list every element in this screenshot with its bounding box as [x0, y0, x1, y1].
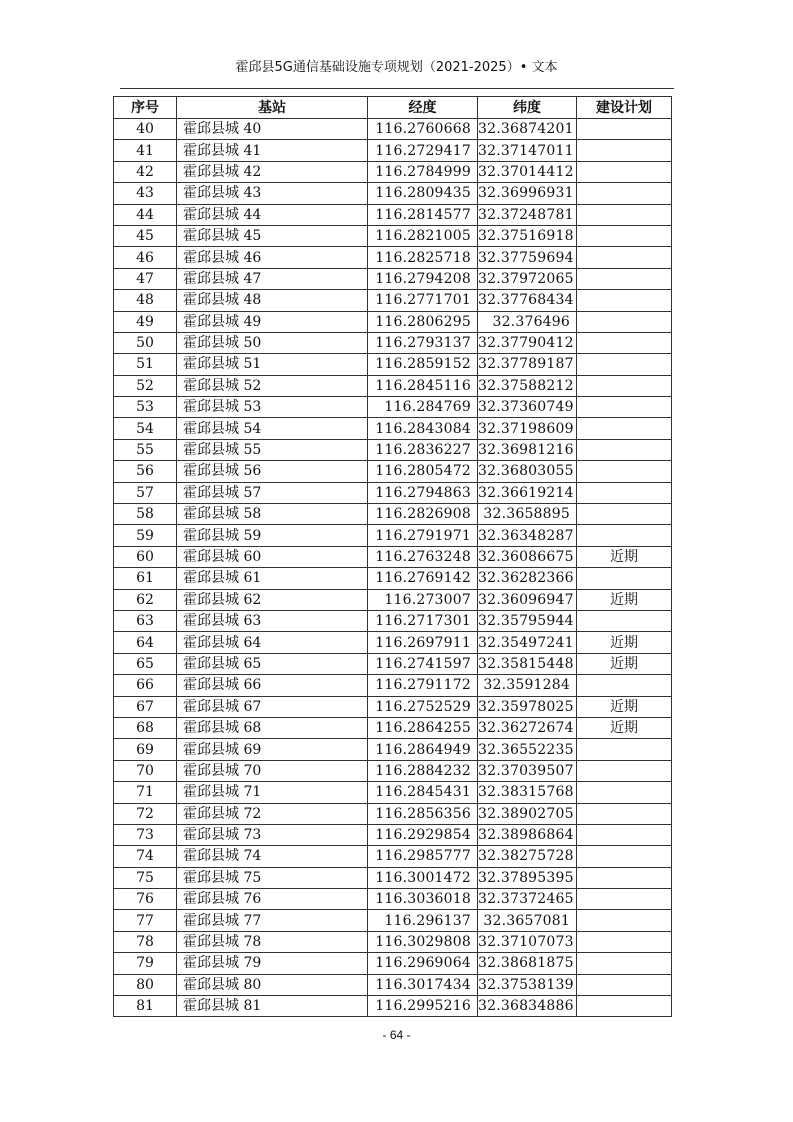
cell-latitude: 32.35795944 [478, 610, 577, 631]
cell-station: 霍邱县城 62 [177, 589, 368, 610]
cell-longitude: 116.2859152 [368, 354, 478, 375]
cell-index: 44 [114, 204, 177, 225]
cell-station: 霍邱县城 73 [177, 824, 368, 845]
cell-plan [577, 953, 672, 974]
cell-station: 霍邱县城 59 [177, 525, 368, 546]
cell-latitude: 32.38315768 [478, 782, 577, 803]
cell-latitude: 32.36996931 [478, 183, 577, 204]
cell-index: 58 [114, 504, 177, 525]
cell-index: 81 [114, 996, 177, 1017]
cell-index: 40 [114, 119, 177, 140]
cell-plan [577, 760, 672, 781]
cell-latitude: 32.38902705 [478, 803, 577, 824]
cell-plan: 近期 [577, 717, 672, 738]
cell-station: 霍邱县城 40 [177, 119, 368, 140]
cell-station: 霍邱县城 74 [177, 846, 368, 867]
cell-station: 霍邱县城 48 [177, 290, 368, 311]
cell-longitude: 116.2825718 [368, 247, 478, 268]
cell-plan [577, 290, 672, 311]
cell-longitude: 116.2784999 [368, 161, 478, 182]
cell-latitude: 32.37248781 [478, 204, 577, 225]
cell-plan [577, 996, 672, 1017]
cell-station: 霍邱县城 69 [177, 739, 368, 760]
cell-latitude: 32.376496 [478, 311, 577, 332]
cell-plan [577, 354, 672, 375]
cell-plan [577, 504, 672, 525]
cell-latitude: 32.37039507 [478, 760, 577, 781]
cell-index: 52 [114, 375, 177, 396]
cell-plan [577, 268, 672, 289]
cell-latitude: 32.36086675 [478, 546, 577, 567]
cell-index: 51 [114, 354, 177, 375]
cell-station: 霍邱县城 70 [177, 760, 368, 781]
cell-longitude: 116.2843084 [368, 418, 478, 439]
cell-longitude: 116.2771701 [368, 290, 478, 311]
cell-latitude: 32.36282366 [478, 568, 577, 589]
cell-station: 霍邱县城 79 [177, 953, 368, 974]
cell-plan [577, 610, 672, 631]
cell-longitude: 116.284769 [368, 397, 478, 418]
cell-index: 41 [114, 140, 177, 161]
cell-longitude: 116.2814577 [368, 204, 478, 225]
cell-index: 67 [114, 696, 177, 717]
column-header-latitude: 纬度 [478, 97, 577, 119]
cell-longitude: 116.2845116 [368, 375, 478, 396]
cell-latitude: 32.37372465 [478, 889, 577, 910]
cell-index: 61 [114, 568, 177, 589]
cell-plan [577, 782, 672, 803]
cell-index: 72 [114, 803, 177, 824]
cell-station: 霍邱县城 53 [177, 397, 368, 418]
cell-plan [577, 974, 672, 995]
cell-plan [577, 739, 672, 760]
table-row [114, 268, 672, 289]
cell-station: 霍邱县城 55 [177, 439, 368, 460]
cell-index: 48 [114, 290, 177, 311]
table-row [114, 953, 672, 974]
cell-index: 65 [114, 653, 177, 674]
cell-longitude: 116.2826908 [368, 504, 478, 525]
cell-index: 50 [114, 332, 177, 353]
cell-index: 75 [114, 867, 177, 888]
cell-index: 53 [114, 397, 177, 418]
cell-station: 霍邱县城 63 [177, 610, 368, 631]
cell-latitude: 32.3657081 [478, 910, 577, 931]
cell-index: 54 [114, 418, 177, 439]
cell-station: 霍邱县城 71 [177, 782, 368, 803]
running-header: 霍邱县5G通信基础设施专项规划（2021-2025）• 文本 [235, 60, 558, 75]
table-row [114, 161, 672, 182]
table-row [114, 525, 672, 546]
cell-longitude: 116.2760668 [368, 119, 478, 140]
table-row [114, 225, 672, 246]
cell-station: 霍邱县城 47 [177, 268, 368, 289]
cell-index: 76 [114, 889, 177, 910]
table-row [114, 568, 672, 589]
table-row [114, 397, 672, 418]
page-number: - 64 - [382, 1028, 411, 1042]
base-station-table [113, 96, 672, 1017]
cell-station: 霍邱县城 66 [177, 675, 368, 696]
column-header-station: 基站 [177, 97, 368, 119]
table-row [114, 546, 672, 567]
cell-plan [577, 375, 672, 396]
cell-station: 霍邱县城 76 [177, 889, 368, 910]
cell-latitude: 32.37516918 [478, 225, 577, 246]
cell-plan [577, 140, 672, 161]
cell-index: 42 [114, 161, 177, 182]
cell-longitude: 116.2884232 [368, 760, 478, 781]
cell-index: 62 [114, 589, 177, 610]
table-row [114, 867, 672, 888]
table-row [114, 290, 672, 311]
cell-plan [577, 461, 672, 482]
cell-latitude: 32.37198609 [478, 418, 577, 439]
table-row [114, 782, 672, 803]
cell-index: 45 [114, 225, 177, 246]
cell-plan [577, 311, 672, 332]
cell-plan [577, 397, 672, 418]
table-body [114, 119, 672, 1017]
cell-plan [577, 568, 672, 589]
table-row [114, 461, 672, 482]
cell-latitude: 32.36272674 [478, 717, 577, 738]
table-row [114, 675, 672, 696]
cell-longitude: 116.2864949 [368, 739, 478, 760]
cell-station: 霍邱县城 60 [177, 546, 368, 567]
cell-latitude: 32.36803055 [478, 461, 577, 482]
table-row [114, 803, 672, 824]
cell-latitude: 32.36619214 [478, 482, 577, 503]
cell-longitude: 116.2809435 [368, 183, 478, 204]
cell-longitude: 116.2845431 [368, 782, 478, 803]
cell-plan: 近期 [577, 653, 672, 674]
table-row [114, 931, 672, 952]
cell-longitude: 116.2793137 [368, 332, 478, 353]
cell-longitude: 116.3036018 [368, 889, 478, 910]
cell-latitude: 32.37588212 [478, 375, 577, 396]
table-row [114, 653, 672, 674]
column-header-longitude: 经度 [368, 97, 478, 119]
cell-plan [577, 482, 672, 503]
cell-index: 57 [114, 482, 177, 503]
cell-station: 霍邱县城 49 [177, 311, 368, 332]
cell-plan: 近期 [577, 696, 672, 717]
table-header-row [114, 97, 672, 119]
cell-station: 霍邱县城 58 [177, 504, 368, 525]
table-row [114, 439, 672, 460]
cell-index: 70 [114, 760, 177, 781]
cell-plan [577, 910, 672, 931]
cell-plan [577, 439, 672, 460]
cell-longitude: 116.3017434 [368, 974, 478, 995]
cell-longitude: 116.3029808 [368, 931, 478, 952]
cell-plan [577, 183, 672, 204]
cell-station: 霍邱县城 57 [177, 482, 368, 503]
cell-longitude: 116.2864255 [368, 717, 478, 738]
cell-plan [577, 867, 672, 888]
cell-longitude: 116.2717301 [368, 610, 478, 631]
cell-plan: 近期 [577, 546, 672, 567]
cell-plan [577, 675, 672, 696]
cell-longitude: 116.2791172 [368, 675, 478, 696]
cell-latitude: 32.38986864 [478, 824, 577, 845]
cell-plan [577, 931, 672, 952]
cell-latitude: 32.37014412 [478, 161, 577, 182]
table-row [114, 996, 672, 1017]
cell-station: 霍邱县城 44 [177, 204, 368, 225]
table-row [114, 632, 672, 653]
table-row [114, 910, 672, 931]
cell-latitude: 32.36834886 [478, 996, 577, 1017]
cell-longitude: 116.2856356 [368, 803, 478, 824]
cell-station: 霍邱县城 56 [177, 461, 368, 482]
cell-index: 43 [114, 183, 177, 204]
cell-station: 霍邱县城 81 [177, 996, 368, 1017]
cell-index: 55 [114, 439, 177, 460]
cell-latitude: 32.37538139 [478, 974, 577, 995]
cell-latitude: 32.3591284 [478, 675, 577, 696]
cell-plan [577, 418, 672, 439]
cell-longitude: 116.3001472 [368, 867, 478, 888]
cell-station: 霍邱县城 64 [177, 632, 368, 653]
cell-latitude: 32.37790412 [478, 332, 577, 353]
cell-longitude: 116.2794863 [368, 482, 478, 503]
cell-index: 77 [114, 910, 177, 931]
cell-longitude: 116.2805472 [368, 461, 478, 482]
cell-station: 霍邱县城 43 [177, 183, 368, 204]
cell-index: 69 [114, 739, 177, 760]
cell-station: 霍邱县城 65 [177, 653, 368, 674]
cell-latitude: 32.37789187 [478, 354, 577, 375]
cell-station: 霍邱县城 50 [177, 332, 368, 353]
cell-station: 霍邱县城 46 [177, 247, 368, 268]
cell-plan [577, 803, 672, 824]
cell-station: 霍邱县城 80 [177, 974, 368, 995]
table-row [114, 889, 672, 910]
cell-station: 霍邱县城 67 [177, 696, 368, 717]
table-row [114, 717, 672, 738]
cell-longitude: 116.296137 [368, 910, 478, 931]
cell-longitude: 116.2929854 [368, 824, 478, 845]
cell-latitude: 32.37895395 [478, 867, 577, 888]
cell-latitude: 32.36096947 [478, 589, 577, 610]
cell-index: 59 [114, 525, 177, 546]
cell-index: 64 [114, 632, 177, 653]
cell-longitude: 116.2763248 [368, 546, 478, 567]
cell-longitude: 116.2791971 [368, 525, 478, 546]
cell-index: 47 [114, 268, 177, 289]
cell-longitude: 116.2794208 [368, 268, 478, 289]
cell-plan [577, 824, 672, 845]
cell-index: 74 [114, 846, 177, 867]
column-header-plan: 建设计划 [577, 97, 672, 119]
cell-plan [577, 247, 672, 268]
cell-latitude: 32.35815448 [478, 653, 577, 674]
cell-station: 霍邱县城 78 [177, 931, 368, 952]
table-row [114, 504, 672, 525]
cell-latitude: 32.36874201 [478, 119, 577, 140]
cell-latitude: 32.3658895 [478, 504, 577, 525]
table-row [114, 739, 672, 760]
cell-station: 霍邱县城 61 [177, 568, 368, 589]
table-row [114, 247, 672, 268]
cell-station: 霍邱县城 68 [177, 717, 368, 738]
cell-plan [577, 225, 672, 246]
cell-latitude: 32.37360749 [478, 397, 577, 418]
cell-longitude: 116.2985777 [368, 846, 478, 867]
cell-index: 71 [114, 782, 177, 803]
cell-index: 46 [114, 247, 177, 268]
table-row [114, 974, 672, 995]
cell-latitude: 32.36552235 [478, 739, 577, 760]
cell-latitude: 32.36348287 [478, 525, 577, 546]
table-row [114, 824, 672, 845]
cell-station: 霍邱县城 72 [177, 803, 368, 824]
cell-longitude: 116.2741597 [368, 653, 478, 674]
cell-longitude: 116.2821005 [368, 225, 478, 246]
column-header-index: 序号 [114, 97, 177, 119]
table-row [114, 760, 672, 781]
cell-index: 56 [114, 461, 177, 482]
table-row [114, 482, 672, 503]
cell-plan: 近期 [577, 589, 672, 610]
cell-latitude: 32.37768434 [478, 290, 577, 311]
cell-index: 68 [114, 717, 177, 738]
cell-longitude: 116.273007 [368, 589, 478, 610]
cell-longitude: 116.2836227 [368, 439, 478, 460]
cell-index: 80 [114, 974, 177, 995]
table-row [114, 375, 672, 396]
cell-plan [577, 889, 672, 910]
table-row [114, 119, 672, 140]
cell-index: 66 [114, 675, 177, 696]
cell-index: 79 [114, 953, 177, 974]
cell-longitude: 116.2969064 [368, 953, 478, 974]
table-row [114, 311, 672, 332]
cell-station: 霍邱县城 52 [177, 375, 368, 396]
cell-latitude: 32.37759694 [478, 247, 577, 268]
cell-plan: 近期 [577, 632, 672, 653]
cell-longitude: 116.2697911 [368, 632, 478, 653]
table-row [114, 846, 672, 867]
cell-longitude: 116.2752529 [368, 696, 478, 717]
cell-longitude: 116.2769142 [368, 568, 478, 589]
table-row [114, 589, 672, 610]
table-row [114, 140, 672, 161]
cell-latitude: 32.37147011 [478, 140, 577, 161]
header-rule [120, 88, 674, 89]
cell-plan [577, 119, 672, 140]
cell-station: 霍邱县城 54 [177, 418, 368, 439]
cell-station: 霍邱县城 77 [177, 910, 368, 931]
cell-latitude: 32.38681875 [478, 953, 577, 974]
cell-index: 78 [114, 931, 177, 952]
cell-index: 63 [114, 610, 177, 631]
table-row [114, 332, 672, 353]
cell-station: 霍邱县城 42 [177, 161, 368, 182]
table-row [114, 204, 672, 225]
table-row [114, 418, 672, 439]
cell-station: 霍邱县城 75 [177, 867, 368, 888]
cell-plan [577, 846, 672, 867]
cell-index: 73 [114, 824, 177, 845]
cell-plan [577, 161, 672, 182]
cell-latitude: 32.37107073 [478, 931, 577, 952]
cell-station: 霍邱县城 45 [177, 225, 368, 246]
cell-longitude: 116.2729417 [368, 140, 478, 161]
cell-index: 49 [114, 311, 177, 332]
cell-latitude: 32.35497241 [478, 632, 577, 653]
cell-latitude: 32.37972065 [478, 268, 577, 289]
cell-latitude: 32.38275728 [478, 846, 577, 867]
cell-plan [577, 332, 672, 353]
table-row [114, 696, 672, 717]
cell-plan [577, 525, 672, 546]
cell-latitude: 32.35978025 [478, 696, 577, 717]
cell-longitude: 116.2806295 [368, 311, 478, 332]
cell-latitude: 32.36981216 [478, 439, 577, 460]
cell-station: 霍邱县城 41 [177, 140, 368, 161]
table-row [114, 354, 672, 375]
table-row [114, 610, 672, 631]
cell-plan [577, 204, 672, 225]
table-row [114, 183, 672, 204]
cell-station: 霍邱县城 51 [177, 354, 368, 375]
cell-longitude: 116.2995216 [368, 996, 478, 1017]
cell-index: 60 [114, 546, 177, 567]
